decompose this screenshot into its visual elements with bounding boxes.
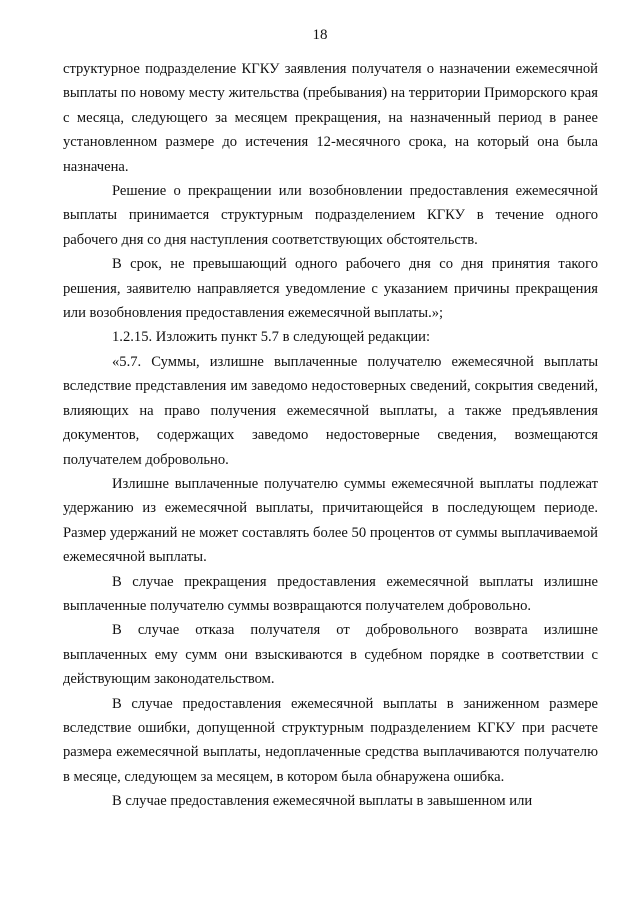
paragraph-notification: В срок, не превышающий одного рабочего дня со дня принятия такого решения, заявителю направляется уведомление с указанием причины прекращения или возобновления предоставления ежемесячной выплаты.»; bbox=[63, 256, 598, 322]
paragraph-underpayment: В случае предоставления ежемесячной выплаты в заниженном размере вследствие ошибки, допущенной структурным подразделением КГКУ при расчете размера ежемесячной выплаты, недоплаченные средства выплачиваются получателю в месяце, следующем за месяцем, в котором была обнаружена ошибка. bbox=[63, 695, 598, 785]
paragraph-withholding: Излишне выплаченные получателю суммы ежемесячной выплаты подлежат удержанию из ежемесячной выплаты, причитающейся в последующем периоде. Размер удержаний не может составлять более 50 процентов от суммы выплачиваемой ежемесячной выплаты. bbox=[63, 475, 598, 566]
page-number: 18 bbox=[312, 27, 328, 43]
document-body bbox=[63, 57, 598, 814]
paragraph-5-7-overpaid: «5.7. Суммы, излишне выплаченные получателю ежемесячной выплаты вследствие представления им заведомо недостоверных сведений, сокрытия сведений, влияющих на право получения ежемесячной выплаты, а также предъявления документов, содержащих заведомо недостоверные сведения, возмещаются получателем добровольно. bbox=[63, 353, 598, 468]
paragraph-continuation: структурное подразделение КГКУ заявления получателя о назначении ежемесячной выплаты по новому месту жительства (пребывания) на территории Приморского края с месяца, следующего за месяцем прекращения, на назначенный период в ранее установленном размере до истечения 12-месячного срока, на который она была назначена. bbox=[63, 61, 598, 175]
paragraph-termination-return: В случае прекращения предоставления ежемесячной выплаты излишне выплаченные получателю суммы возвращаются получателем добровольно. bbox=[63, 573, 598, 614]
paragraph-overstated: В случае предоставления ежемесячной выплаты в завышенном или bbox=[112, 793, 533, 810]
paragraph-decision: Решение о прекращении или возобновлении предоставления ежемесячной выплаты принимается структурным подразделением КГКУ в течение одного рабочего дня со дня наступления соответствующих обстоятельств. bbox=[63, 183, 598, 248]
paragraph-amendment-5-7: 1.2.15. Изложить пункт 5.7 в следующей редакции: bbox=[112, 329, 431, 346]
paragraph-court-recovery: В случае отказа получателя от добровольного возврата излишне выплаченных ему сумм они взыскиваются в судебном порядке в соответствии с действующим законодательством. bbox=[63, 622, 598, 688]
